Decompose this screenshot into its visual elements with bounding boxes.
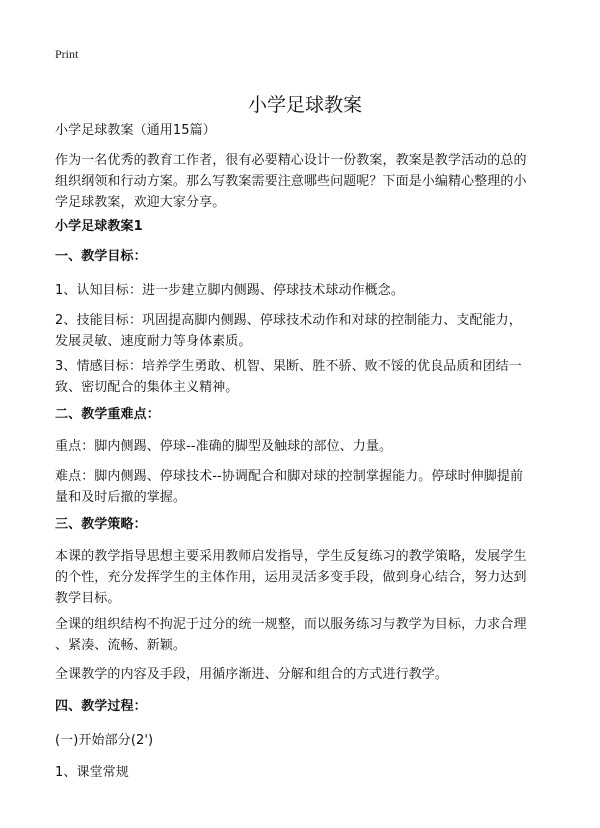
- part1-item2: 2、技能目标：巩固提高脚内侧踢、停球技术动作和对球的控制能力、支配能力， 发展灵敏、速度耐力等身体素质。: [55, 313, 522, 349]
- part2-heading: 二、教学重难点：: [55, 407, 160, 422]
- part4-heading: 四、教学过程：: [55, 699, 147, 714]
- part1-heading: 一、教学目标：: [55, 249, 147, 264]
- part1-item3: 3、情感目标：培养学生勇敢、机智、果断、胜不骄、败不馁的优良品质和团结一 致、密切配合的集体主义精神。: [55, 359, 522, 395]
- part3-para2: 全课的组织结构不拘泥于过分的统一规整，而以服务练习与教学为目标，力求合理 、紧凑、流畅、新颖。: [55, 617, 527, 653]
- part1-item1: 1、认知目标：进一步建立脚内侧踢、停球技术球动作概念。: [55, 283, 404, 298]
- part3-heading: 三、教学策略：: [55, 517, 147, 532]
- print-link[interactable]: Print: [55, 47, 79, 61]
- part3-para3: 全课教学的内容及手段，用循序渐进、分解和组合的方式进行教学。: [55, 667, 449, 682]
- document-title: 小学足球教案: [247, 93, 362, 116]
- intro-paragraph: 作为一名优秀的教育工作者，很有必要精心设计一份教案，教案是教学活动的总的 组织纲领和行动方案。那么写教案需要注意哪些问题呢？下面是小编精心整理的小 学足球教案，欢迎大家分享。: [55, 153, 527, 210]
- part2-difficult: 难点：脚内侧踢、停球技术--协调配合和脚对球的控制掌握能力。停球时伸脚提前 量和及时后撤的掌握。: [55, 469, 524, 505]
- part2-key: 重点：脚内侧踢、停球--准确的脚型及触球的部位、力量。: [55, 439, 393, 454]
- part4-item1: 1、课堂常规: [55, 765, 129, 780]
- document-subtitle: 小学足球教案（通用15篇）: [55, 123, 216, 138]
- part4-sub1: (一)开始部分(2'): [55, 733, 154, 748]
- part3-para1: 本课的教学指导思想主要采用教师启发指导，学生反复练习的教学策略，发展学生 的个性，充分发挥学生的主体作用，运用灵活多变手段，做到身心结合，努力达到 教学目标。: [55, 549, 527, 606]
- section-heading: 小学足球教案1: [55, 219, 143, 234]
